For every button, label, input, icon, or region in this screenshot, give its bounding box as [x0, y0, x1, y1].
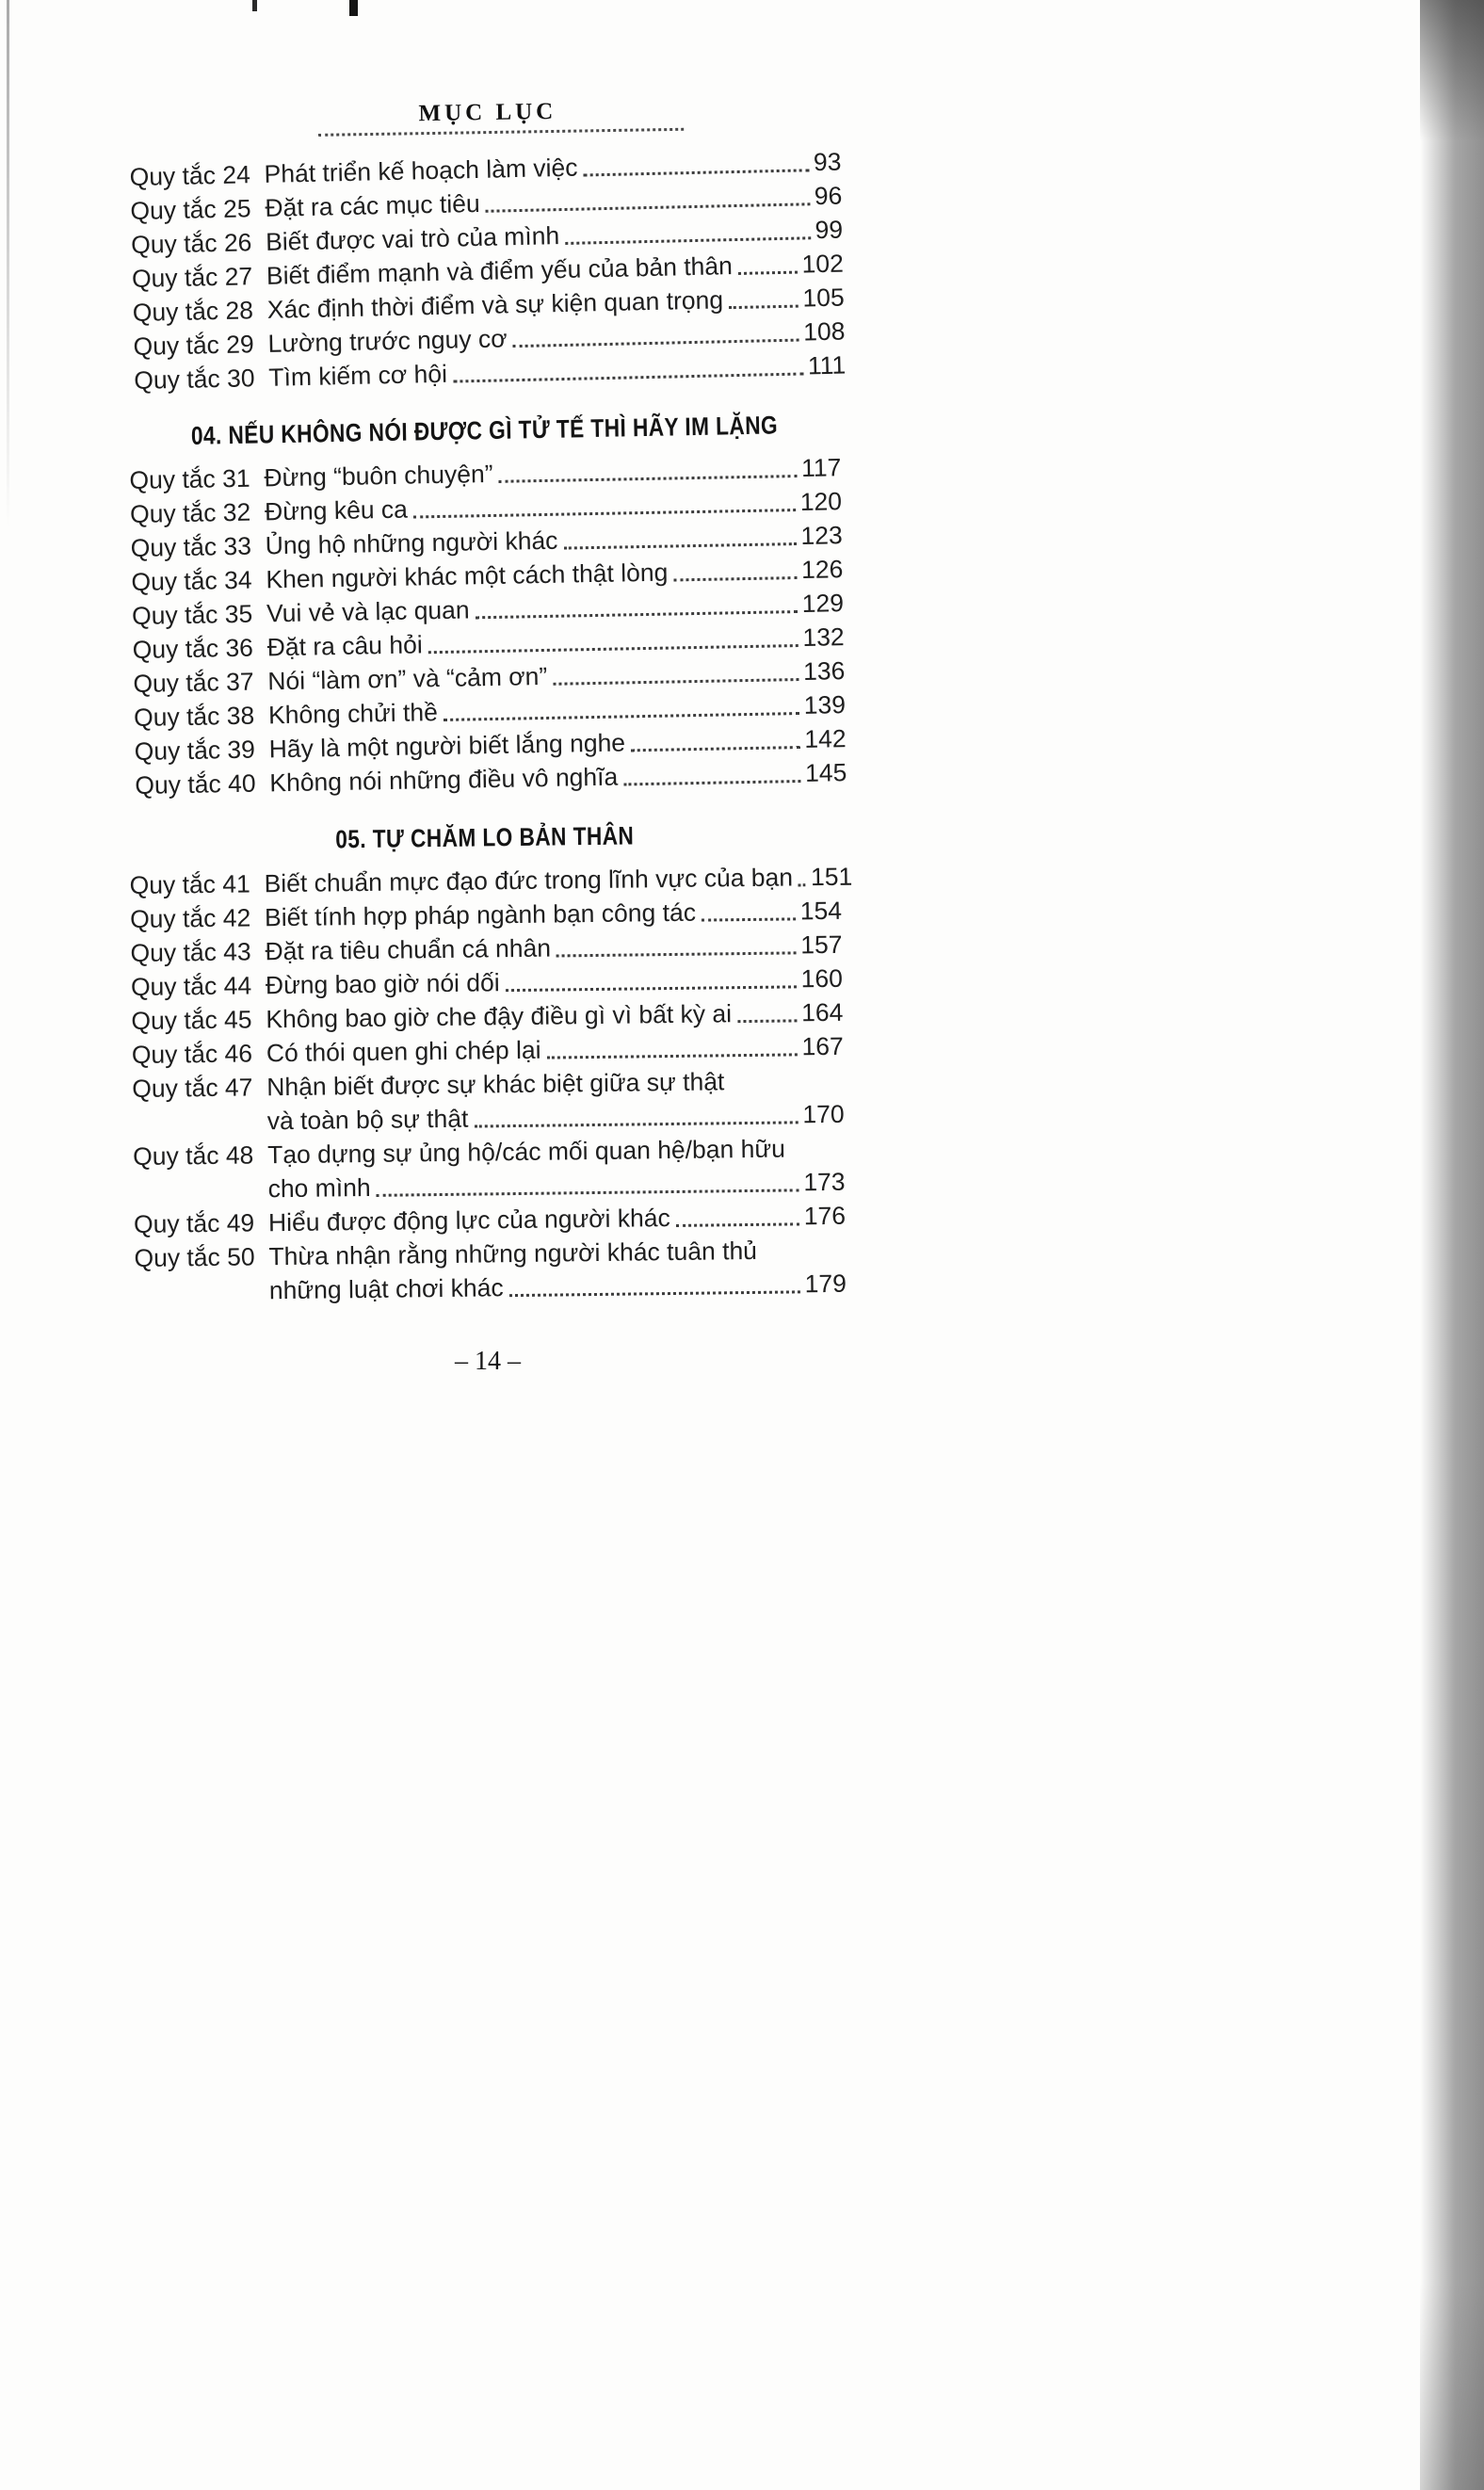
toc-entry-title: Đừng bao giờ nói dối — [265, 968, 500, 1000]
toc-entry-title: Biết tính hợp pháp ngành bạn công tác — [264, 897, 697, 932]
dot-leader — [413, 509, 796, 518]
toc-entry-title-continued: những luật chơi khác — [268, 1273, 504, 1305]
toc-entry-title-continued: và toàn bộ sự thật — [266, 1104, 469, 1136]
toc-entry-title: Tìm kiếm cơ hội — [267, 359, 448, 392]
toc — [129, 147, 853, 1309]
toc-entry-page-number: 120 — [799, 487, 843, 516]
toc-entry-body — [268, 1233, 847, 1307]
dot-leader — [553, 678, 798, 686]
toc-entry-rule-label: Quy tắc 46 — [131, 1039, 253, 1069]
dot-leader — [499, 475, 798, 483]
toc-entry-rule-label: Quy tắc 43 — [130, 937, 251, 968]
toc-entry-page-number: 151 — [810, 862, 853, 892]
dot-leader — [729, 305, 798, 310]
toc-entry-page-number: 145 — [804, 758, 847, 787]
dot-leader — [564, 542, 797, 550]
dot-leader — [444, 712, 799, 721]
toc-entry-title: Đặt ra các mục tiêu — [265, 188, 480, 222]
toc-entry-title: Phát triển kế hoạch làm việc — [264, 153, 578, 188]
toc-entry — [132, 1063, 845, 1140]
toc-entry-page-number: 164 — [800, 997, 844, 1027]
dot-leader — [476, 610, 798, 619]
toc-entry-rule-label: Quy tắc 36 — [132, 633, 254, 664]
toc-entry-body — [266, 1063, 845, 1138]
toc-section — [129, 817, 853, 1309]
toc-entry-title: Thừa nhận rằng những người khác tuân thủ — [268, 1236, 758, 1271]
toc-entry-page-number: 111 — [807, 350, 847, 380]
toc-entry-title: Có thói quen ghi chép lại — [266, 1035, 541, 1068]
dot-leader — [673, 576, 797, 581]
toc-entry-page-number: 105 — [802, 283, 845, 313]
toc-entry-title: Lường trước nguy cơ — [267, 324, 508, 358]
toc-entry-title: Đặt ra câu hỏi — [266, 630, 423, 662]
page-title: MỤC LỤC — [418, 98, 557, 127]
toc-entry-page-number: 176 — [803, 1201, 847, 1231]
dot-leader — [377, 1188, 799, 1196]
dot-leader — [702, 917, 796, 921]
toc-entry-title: Biết được vai trò của mình — [265, 221, 560, 256]
toc-entry-title: Hãy là một người biết lắng nghe — [268, 728, 626, 764]
toc-entry-page-number: 132 — [802, 622, 845, 652]
toc-entry-page-number: 154 — [799, 896, 843, 926]
toc-entry-title: Nói “làm ơn” và “cảm ơn” — [267, 661, 548, 696]
toc-entry-page-number: 160 — [800, 963, 844, 994]
toc-entry-page-number: 173 — [803, 1167, 846, 1197]
toc-entry-page-number: 108 — [802, 316, 846, 347]
toc-entry-line — [269, 1267, 847, 1307]
toc-entry-title: Không bao giờ che đậy điều gì vì bất kỳ ai — [266, 999, 733, 1034]
toc-entry-title: Đừng “buôn chuyện” — [264, 459, 493, 493]
toc-entry-rule-label: Quy tắc 29 — [133, 330, 255, 361]
toc-entry-page-number: 170 — [802, 1099, 845, 1129]
toc-entry-rule-label: Quy tắc 50 — [134, 1242, 255, 1272]
toc-entry-rule-label: Quy tắc 31 — [129, 463, 250, 495]
toc-entry-page-number: 93 — [813, 147, 842, 177]
dot-leader — [453, 372, 803, 382]
dot-leader — [428, 644, 798, 654]
section-heading — [129, 817, 841, 859]
toc-entry-page-number: 129 — [801, 589, 845, 618]
toc-entry-rule-label: Quy tắc 25 — [130, 194, 251, 226]
dot-leader — [474, 1121, 798, 1127]
toc-entry-page-number: 142 — [804, 724, 847, 753]
toc-entry-rule-label: Quy tắc 37 — [133, 667, 254, 698]
toc-entry-rule-label: Quy tắc 33 — [130, 531, 252, 563]
page-header — [132, 94, 844, 139]
toc-entry-rule-label: Quy tắc 48 — [132, 1140, 254, 1171]
toc-section — [128, 407, 847, 802]
toc-entry-title: Tạo dựng sự ủng hộ/các mối quan hệ/bạn hữu — [266, 1134, 786, 1170]
toc-entry-rule-label: Quy tắc 35 — [131, 599, 253, 630]
toc-entry-page-number: 102 — [801, 249, 845, 279]
toc-entry-rule-label: Quy tắc 41 — [129, 869, 250, 900]
toc-entry-title: Hiểu được động lực của người khác — [267, 1204, 670, 1237]
dot-leader — [584, 169, 810, 176]
dot-leader — [513, 339, 799, 348]
toc-entry-rule-label: Quy tắc 30 — [134, 364, 255, 395]
scan-edge-shadow-left — [7, 0, 9, 527]
toc-entry-rule-label: Quy tắc 24 — [129, 160, 251, 192]
toc-entry-rule-label: Quy tắc 27 — [131, 262, 253, 293]
toc-entry-page-number: 126 — [800, 555, 844, 584]
toc-entry-title: Xác định thời điểm và sự kiện quan trọng — [266, 285, 724, 324]
dot-leader — [556, 951, 796, 957]
toc-entry-title: Biết chuẩn mực đạo đức trong lĩnh vực của bạn — [264, 863, 794, 898]
section-heading-label: 04. NẾU KHÔNG NÓI ĐƯỢC GÌ TỬ TẾ THÌ HÃY IM LẶNG — [190, 411, 779, 450]
scan-edge-shadow-right — [1420, 0, 1484, 2490]
toc-entry-page-number: 123 — [800, 521, 843, 550]
dot-leader — [798, 883, 806, 886]
dot-leader — [486, 202, 810, 213]
toc-entry-title: Đặt ra tiêu chuẩn cá nhân — [265, 933, 552, 966]
header-dotted-rule — [318, 128, 684, 137]
toc-entry-rule-label: Quy tắc 49 — [133, 1208, 255, 1238]
toc-entry-page-number: 167 — [801, 1031, 844, 1061]
dot-leader — [547, 1053, 798, 1059]
toc-entry-page-number: 157 — [800, 930, 843, 960]
dot-leader — [738, 271, 798, 275]
scan-artifact-mark — [349, 0, 358, 16]
page-footer — [132, 1347, 844, 1377]
toc-entry-title: Khen người khác một cách thật lòng — [266, 558, 669, 594]
toc-entry-title: Nhận biết được sự khác biệt giữa sự thật — [266, 1067, 725, 1102]
toc-entry-title: Không nói những điều vô nghĩa — [269, 762, 619, 798]
scan-artifact-mark — [252, 0, 257, 11]
toc-entry-rule-label: Quy tắc 47 — [132, 1073, 253, 1103]
toc-entry-page-number: 96 — [814, 181, 843, 211]
toc-entry-title: Không chửi thề — [267, 698, 439, 730]
page-number: – 14 – — [455, 1347, 521, 1376]
toc-entry-line — [267, 1131, 845, 1172]
toc-entry-page-number: 179 — [804, 1269, 847, 1299]
toc-entry-page-number: 117 — [800, 453, 842, 482]
toc-entry-rule-label: Quy tắc 39 — [134, 735, 256, 766]
toc-entry-page-number: 99 — [815, 215, 844, 245]
section-heading-label: 05. TỰ CHĂM LO BẢN THÂN — [335, 821, 635, 854]
toc-section — [129, 145, 846, 397]
dot-leader — [506, 985, 797, 992]
toc-entry-title-continued: cho mình — [267, 1172, 371, 1204]
toc-entry-rule-label: Quy tắc 40 — [135, 768, 256, 800]
toc-entry-rule-label: Quy tắc 28 — [132, 296, 254, 327]
dot-leader — [676, 1222, 799, 1227]
toc-entry-rule-label: Quy tắc 38 — [133, 701, 255, 732]
toc-entry — [134, 1233, 847, 1309]
toc-entry-rule-label: Quy tắc 42 — [129, 903, 251, 934]
toc-entry-title: Vui vẻ và lạc quan — [266, 595, 470, 628]
toc-entry-rule-label: Quy tắc 44 — [130, 971, 252, 1002]
toc-entry — [133, 1131, 846, 1207]
section-heading — [128, 407, 841, 454]
toc-entry-page-number: 139 — [803, 690, 847, 720]
toc-entry-title: Ủng hộ những người khác — [265, 525, 558, 560]
toc-entry-body — [267, 1131, 846, 1205]
toc-entry-rule-label: Quy tắc 26 — [130, 228, 252, 260]
dot-leader — [565, 236, 810, 245]
dot-leader — [509, 1290, 800, 1297]
toc-entry-rule-label: Quy tắc 45 — [131, 1005, 252, 1036]
dot-leader — [737, 1019, 797, 1023]
dot-leader — [623, 780, 800, 785]
toc-entry-title: Đừng kêu ca — [264, 494, 409, 526]
toc-entry-rule-label: Quy tắc 34 — [131, 565, 252, 597]
toc-entry-title: Biết điểm mạnh và điểm yếu của bản thân — [266, 251, 734, 290]
toc-entry-rule-label: Quy tắc 32 — [129, 497, 251, 529]
dot-leader — [631, 746, 799, 752]
toc-entry-page-number: 136 — [802, 656, 846, 686]
